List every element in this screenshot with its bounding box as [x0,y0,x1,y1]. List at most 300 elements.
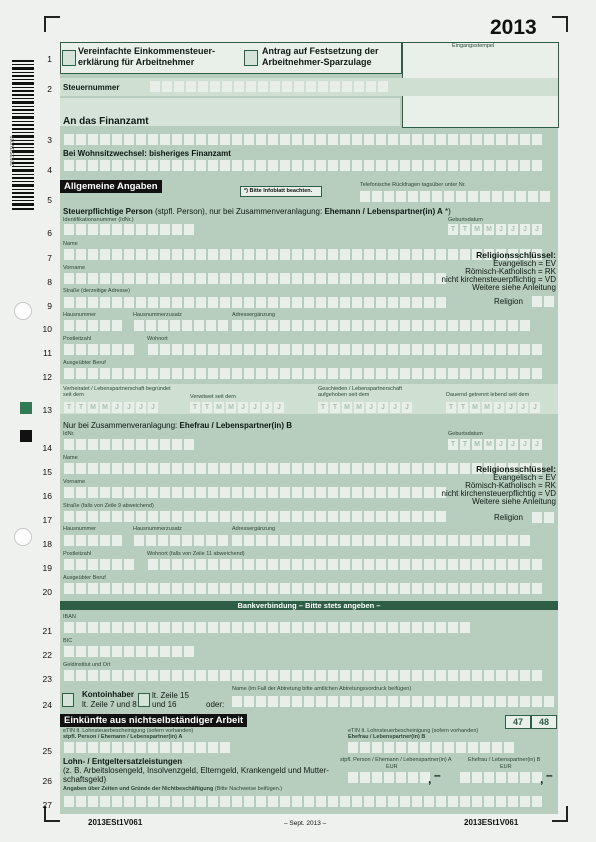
char-box[interactable] [412,583,422,594]
char-box[interactable] [220,670,230,681]
char-box[interactable] [112,622,122,633]
char-box[interactable] [340,487,350,498]
char-box[interactable] [220,511,230,522]
char-box[interactable] [124,368,134,379]
char-box[interactable] [146,535,156,546]
char-box[interactable] [520,368,530,379]
char-box[interactable] [388,583,398,594]
char-box[interactable] [124,344,134,355]
char-box[interactable] [280,273,290,284]
char-box[interactable] [484,320,494,331]
char-box[interactable] [376,297,386,308]
char-box[interactable] [316,670,326,681]
char-box[interactable] [220,487,230,498]
char-box[interactable] [484,670,494,681]
char-box[interactable] [196,511,206,522]
char-box[interactable] [184,670,194,681]
char-box[interactable] [232,297,242,308]
char-box[interactable] [64,511,74,522]
char-box[interactable] [232,796,242,807]
char-box[interactable] [232,535,242,546]
char-box[interactable] [484,344,494,355]
steuernummer-input[interactable] [150,81,388,92]
char-box[interactable] [136,439,146,450]
char-box[interactable] [484,696,494,707]
char-box[interactable] [532,368,542,379]
char-box[interactable] [448,622,458,633]
char-box[interactable] [412,796,422,807]
char-box[interactable] [76,273,86,284]
char-box[interactable] [182,320,192,331]
char-box[interactable] [508,134,518,145]
char-box[interactable] [520,796,530,807]
date-char-box[interactable]: J [506,402,516,413]
char-box[interactable] [508,160,518,171]
date-char-box[interactable]: M [354,402,364,413]
date-char-box[interactable]: T [448,439,458,450]
char-box[interactable] [208,583,218,594]
char-box[interactable] [460,583,470,594]
char-box[interactable] [292,249,302,260]
char-box[interactable] [158,535,168,546]
char-box[interactable] [532,796,542,807]
person-a-religion-input[interactable] [532,296,554,307]
char-box[interactable] [352,134,362,145]
char-box[interactable] [244,273,254,284]
char-box[interactable] [244,670,254,681]
char-box[interactable] [316,796,326,807]
char-box[interactable] [124,622,134,633]
person-b-beruf-input[interactable] [64,583,542,594]
char-box[interactable] [492,742,502,753]
char-box[interactable] [232,134,242,145]
char-box[interactable] [472,670,482,681]
char-box[interactable] [136,134,146,145]
char-box[interactable] [88,344,98,355]
char-box[interactable] [376,535,386,546]
char-box[interactable] [172,742,182,753]
char-box[interactable] [424,344,434,355]
char-box[interactable] [424,368,434,379]
char-box[interactable] [280,134,290,145]
char-box[interactable] [174,81,184,92]
char-box[interactable] [280,535,290,546]
char-box[interactable] [436,559,446,570]
char-box[interactable] [304,273,314,284]
char-box[interactable] [508,368,518,379]
char-box[interactable] [364,320,374,331]
person-a-plz-input[interactable] [64,344,134,355]
char-box[interactable] [432,742,442,753]
char-box[interactable] [316,535,326,546]
char-box[interactable] [292,622,302,633]
char-box[interactable] [400,511,410,522]
char-box[interactable] [528,191,538,202]
char-box[interactable] [134,535,144,546]
char-box[interactable] [88,249,98,260]
char-box[interactable] [496,134,506,145]
char-box[interactable] [424,696,434,707]
char-box[interactable] [472,320,482,331]
char-box[interactable] [436,583,446,594]
char-box[interactable] [532,344,542,355]
char-box[interactable] [136,297,146,308]
char-box[interactable] [148,622,158,633]
char-box[interactable] [472,696,482,707]
char-box[interactable] [384,772,394,783]
char-box[interactable] [232,622,242,633]
char-box[interactable] [292,297,302,308]
char-box[interactable] [460,622,470,633]
char-box[interactable] [100,297,110,308]
char-box[interactable] [328,670,338,681]
char-box[interactable] [208,160,218,171]
char-box[interactable] [480,191,490,202]
char-box[interactable] [360,191,370,202]
char-box[interactable] [280,249,290,260]
char-box[interactable] [436,796,446,807]
char-box[interactable] [268,368,278,379]
char-box[interactable] [112,487,122,498]
person-b-hausnummer-input[interactable] [64,535,122,546]
char-box[interactable] [378,81,388,92]
char-box[interactable] [448,535,458,546]
char-box[interactable] [424,622,434,633]
char-box[interactable] [400,796,410,807]
char-box[interactable] [218,535,228,546]
char-box[interactable] [172,796,182,807]
char-box[interactable] [280,583,290,594]
char-box[interactable] [292,320,302,331]
char-box[interactable] [316,134,326,145]
char-box[interactable] [64,344,74,355]
char-box[interactable] [100,487,110,498]
char-box[interactable] [208,742,218,753]
char-box[interactable] [328,463,338,474]
char-box[interactable] [268,297,278,308]
bisheriges-finanzamt-input[interactable] [64,160,542,171]
char-box[interactable] [124,134,134,145]
char-box[interactable] [232,670,242,681]
char-box[interactable] [160,224,170,235]
char-box[interactable] [172,670,182,681]
char-box[interactable] [244,559,254,570]
char-box[interactable] [100,344,110,355]
char-box[interactable] [304,583,314,594]
char-box[interactable] [388,535,398,546]
char-box[interactable] [232,368,242,379]
char-box[interactable] [496,160,506,171]
char-box[interactable] [352,796,362,807]
char-box[interactable] [304,368,314,379]
char-box[interactable] [234,81,244,92]
char-box[interactable] [256,273,266,284]
person-a-adressergaenzung-input[interactable] [232,320,530,331]
char-box[interactable] [232,696,242,707]
char-box[interactable] [256,622,266,633]
char-box[interactable] [340,344,350,355]
char-box[interactable] [292,535,302,546]
char-box[interactable] [328,535,338,546]
char-box[interactable] [460,772,470,783]
char-box[interactable] [460,134,470,145]
char-box[interactable] [472,559,482,570]
char-box[interactable] [256,320,266,331]
char-box[interactable] [328,796,338,807]
char-box[interactable] [520,134,530,145]
char-box[interactable] [112,439,122,450]
char-box[interactable] [340,670,350,681]
char-box[interactable] [256,511,266,522]
char-box[interactable] [532,134,542,145]
char-box[interactable] [340,273,350,284]
char-box[interactable] [134,320,144,331]
char-box[interactable] [196,742,206,753]
char-box[interactable] [150,81,160,92]
char-box[interactable] [244,344,254,355]
char-box[interactable] [268,160,278,171]
char-box[interactable] [352,320,362,331]
char-box[interactable] [206,320,216,331]
char-box[interactable] [484,535,494,546]
char-box[interactable] [88,535,98,546]
char-box[interactable] [294,81,304,92]
char-box[interactable] [304,559,314,570]
char-box[interactable] [304,134,314,145]
char-box[interactable] [376,796,386,807]
char-box[interactable] [148,273,158,284]
char-box[interactable] [136,742,146,753]
char-box[interactable] [372,191,382,202]
char-box[interactable] [256,583,266,594]
char-box[interactable] [304,622,314,633]
char-box[interactable] [222,81,232,92]
char-box[interactable] [340,134,350,145]
char-box[interactable] [508,535,518,546]
char-box[interactable] [184,559,194,570]
char-box[interactable] [304,796,314,807]
char-box[interactable] [328,297,338,308]
char-box[interactable] [340,583,350,594]
char-box[interactable] [100,224,110,235]
char-box[interactable] [352,344,362,355]
char-box[interactable] [444,191,454,202]
char-box[interactable] [136,796,146,807]
char-box[interactable] [268,273,278,284]
char-box[interactable] [158,320,168,331]
date-char-box[interactable]: J [262,402,272,413]
char-box[interactable] [64,273,74,284]
char-box[interactable] [388,273,398,284]
char-box[interactable] [100,249,110,260]
char-box[interactable] [376,273,386,284]
char-box[interactable] [508,320,518,331]
char-box[interactable] [100,134,110,145]
char-box[interactable] [196,670,206,681]
lohn-amount-b-input[interactable] [460,772,542,783]
char-box[interactable] [100,368,110,379]
char-box[interactable] [364,487,374,498]
date-char-box[interactable]: J [148,402,158,413]
char-box[interactable] [376,368,386,379]
char-box[interactable] [384,742,394,753]
char-box[interactable] [460,559,470,570]
char-box[interactable] [184,622,194,633]
char-box[interactable] [328,273,338,284]
char-box[interactable] [64,622,74,633]
char-box[interactable] [112,670,122,681]
char-box[interactable] [448,670,458,681]
char-box[interactable] [388,696,398,707]
char-box[interactable] [376,249,386,260]
person-b-idnr-input[interactable] [64,439,194,450]
char-box[interactable] [328,134,338,145]
char-box[interactable] [100,583,110,594]
char-box[interactable] [376,320,386,331]
char-box[interactable] [270,81,280,92]
char-box[interactable] [352,535,362,546]
date-char-box[interactable]: T [448,224,458,235]
char-box[interactable] [292,134,302,145]
char-box[interactable] [172,439,182,450]
kontoinhaber-checkbox-a[interactable] [62,693,74,707]
char-box[interactable] [208,796,218,807]
char-box[interactable] [424,160,434,171]
char-box[interactable] [340,511,350,522]
char-box[interactable] [340,535,350,546]
char-box[interactable] [304,320,314,331]
char-box[interactable] [124,249,134,260]
char-box[interactable] [124,670,134,681]
char-box[interactable] [460,368,470,379]
char-box[interactable] [88,320,98,331]
char-box[interactable] [424,796,434,807]
char-box[interactable] [468,742,478,753]
char-box[interactable] [364,696,374,707]
char-box[interactable] [460,160,470,171]
char-box[interactable] [208,273,218,284]
char-box[interactable] [148,249,158,260]
char-box[interactable] [412,535,422,546]
char-box[interactable] [88,559,98,570]
char-box[interactable] [306,81,316,92]
char-box[interactable] [76,535,86,546]
char-box[interactable] [340,622,350,633]
char-box[interactable] [124,646,134,657]
char-box[interactable] [76,670,86,681]
char-box[interactable] [64,224,74,235]
char-box[interactable] [136,463,146,474]
char-box[interactable] [268,583,278,594]
char-box[interactable] [400,696,410,707]
char-box[interactable] [544,696,554,707]
char-box[interactable] [532,696,542,707]
char-box[interactable] [388,559,398,570]
char-box[interactable] [400,344,410,355]
char-box[interactable] [292,796,302,807]
char-box[interactable] [232,249,242,260]
char-box[interactable] [388,463,398,474]
char-box[interactable] [420,191,430,202]
char-box[interactable] [448,320,458,331]
char-box[interactable] [372,772,382,783]
char-box[interactable] [208,670,218,681]
char-box[interactable] [520,772,530,783]
checkbox-sparzulage[interactable] [244,50,258,66]
char-box[interactable] [304,297,314,308]
char-box[interactable] [328,559,338,570]
char-box[interactable] [256,249,266,260]
char-box[interactable] [448,134,458,145]
char-box[interactable] [88,224,98,235]
char-box[interactable] [100,463,110,474]
char-box[interactable] [220,742,230,753]
char-box[interactable] [460,344,470,355]
char-box[interactable] [364,273,374,284]
char-box[interactable] [124,796,134,807]
char-box[interactable] [436,622,446,633]
char-box[interactable] [360,772,370,783]
char-box[interactable] [160,622,170,633]
char-box[interactable] [172,487,182,498]
char-box[interactable] [148,344,158,355]
char-box[interactable] [432,191,442,202]
char-box[interactable] [480,742,490,753]
char-box[interactable] [376,511,386,522]
char-box[interactable] [244,297,254,308]
char-box[interactable] [100,511,110,522]
char-box[interactable] [220,273,230,284]
char-box[interactable] [424,583,434,594]
char-box[interactable] [436,297,446,308]
char-box[interactable] [268,344,278,355]
char-box[interactable] [160,439,170,450]
char-box[interactable] [292,583,302,594]
char-box[interactable] [88,134,98,145]
date-char-box[interactable]: J [366,402,376,413]
etin-b-input[interactable] [348,742,514,753]
char-box[interactable] [496,344,506,355]
char-box[interactable] [304,511,314,522]
char-box[interactable] [256,297,266,308]
date-char-box[interactable]: T [318,402,328,413]
char-box[interactable] [64,439,74,450]
char-box[interactable] [76,646,86,657]
char-box[interactable] [256,368,266,379]
char-box[interactable] [472,344,482,355]
char-box[interactable] [76,439,86,450]
char-box[interactable] [210,81,220,92]
char-box[interactable] [376,160,386,171]
char-box[interactable] [348,742,358,753]
char-box[interactable] [184,344,194,355]
char-box[interactable] [364,368,374,379]
char-box[interactable] [508,559,518,570]
char-box[interactable] [196,796,206,807]
char-box[interactable] [342,81,352,92]
char-box[interactable] [76,320,86,331]
char-box[interactable] [196,344,206,355]
char-box[interactable] [364,583,374,594]
char-box[interactable] [148,160,158,171]
char-box[interactable] [364,535,374,546]
char-box[interactable] [472,535,482,546]
char-box[interactable] [172,297,182,308]
date-char-box[interactable]: J [136,402,146,413]
char-box[interactable] [88,297,98,308]
date-char-box[interactable]: M [100,402,110,413]
char-box[interactable] [268,670,278,681]
